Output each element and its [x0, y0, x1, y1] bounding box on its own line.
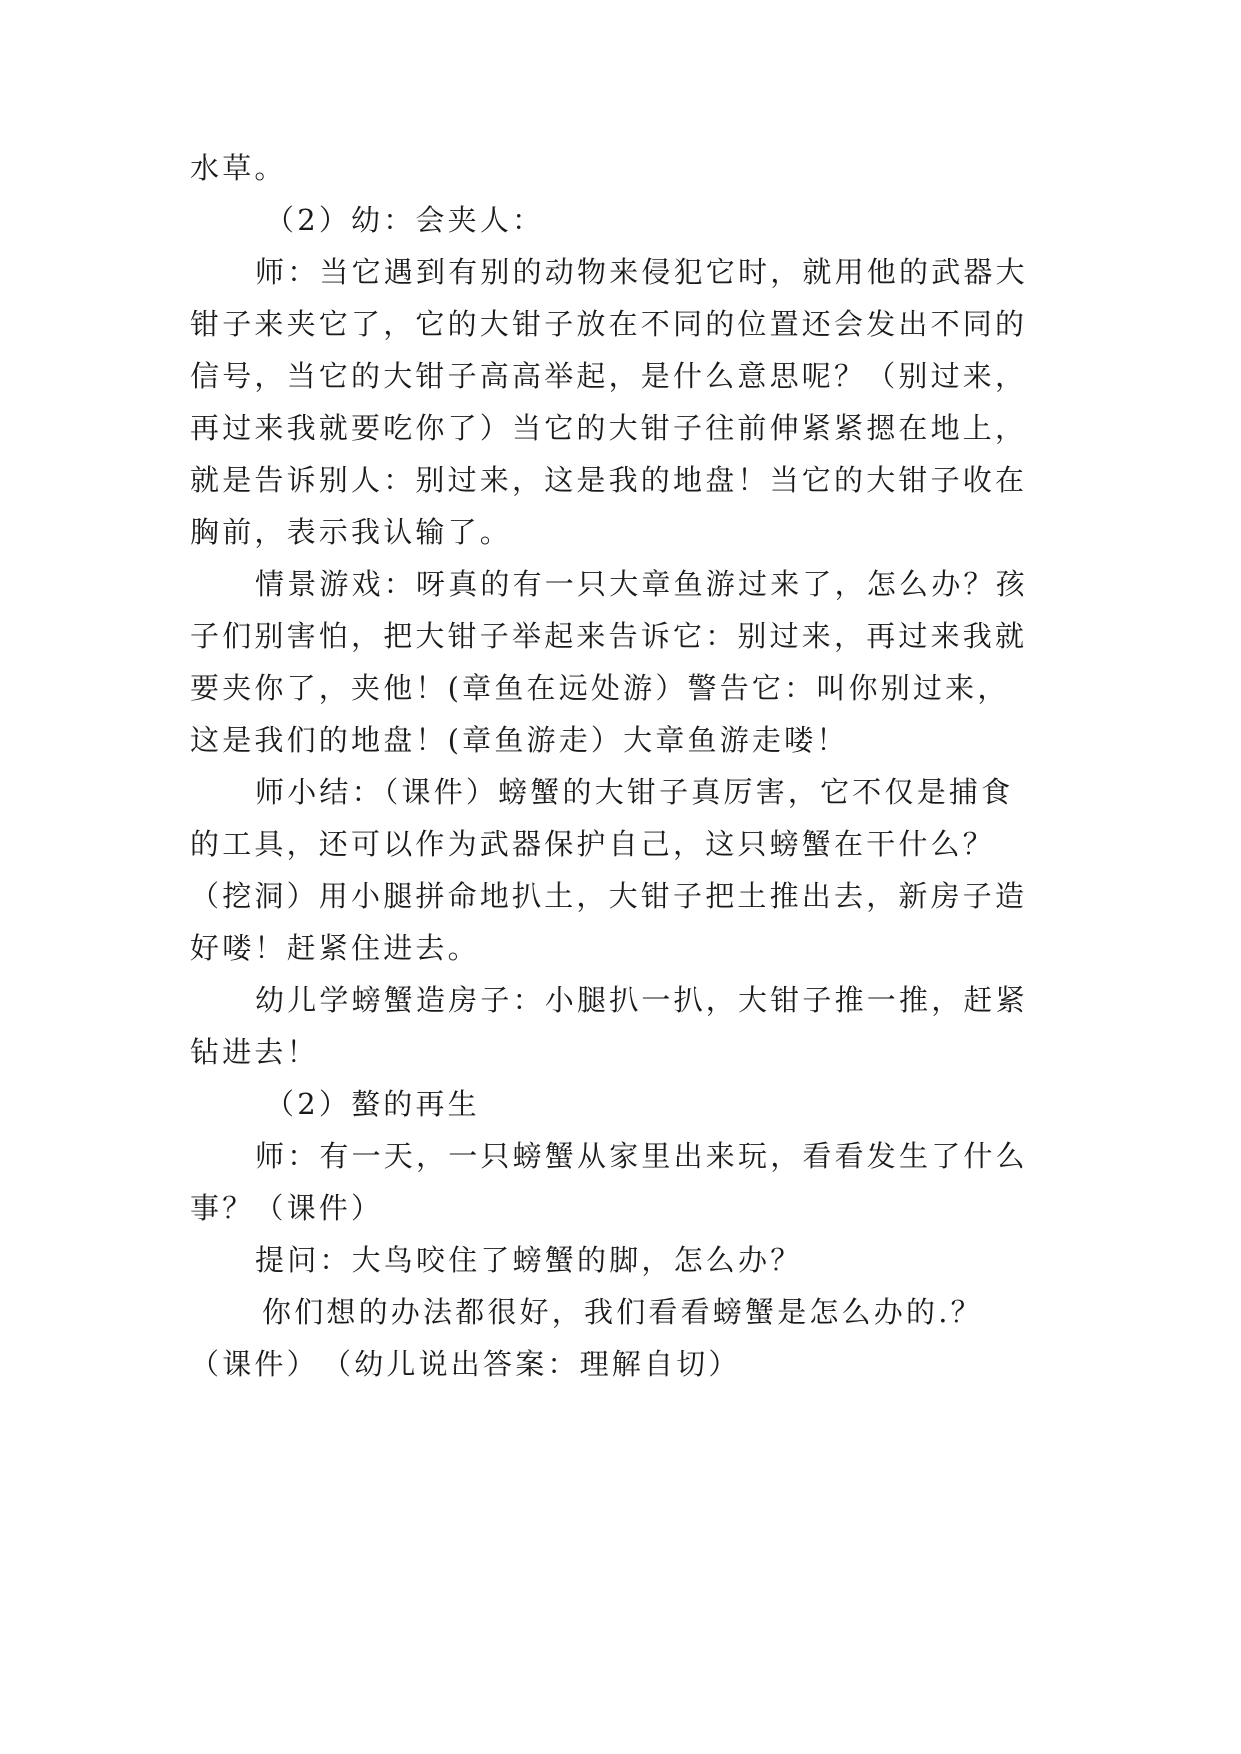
paragraph-first-line: 情景游戏：呀真的有一只大章鱼游过来了，怎么办？孩: [255, 567, 1028, 601]
text-line: 的工具，还可以作为武器保护自己，这只螃蟹在干什么？: [190, 827, 996, 861]
text-line: （课件） （幼儿说出答案：理解自切）: [190, 1347, 741, 1381]
text-line: 事？（课件）: [190, 1191, 384, 1225]
text-line: 再过来我就要吃你了）当它的大钳子往前伸紧紧摁在地上，: [190, 411, 1028, 445]
paragraph-first-line: 幼儿学螃蟹造房子：小腿扒一扒，大钳子推一推，赶紧: [255, 983, 1028, 1017]
text-line: 胸前，表示我认输了。: [190, 515, 513, 549]
text-line: 信号，当它的大钳子高高举起，是什么意思呢？（别过来，: [190, 359, 1028, 393]
paragraph-first-line: 师：有一天，一只螃蟹从家里出来玩，看看发生了什么: [255, 1139, 1028, 1173]
paragraph-first-line: 师：当它遇到有别的动物来侵犯它时，就用他的武器大: [255, 255, 1028, 289]
text-line: 这是我们的地盘！(章鱼游走）大章鱼游走喽！: [190, 723, 849, 757]
text-line: 就是告诉别人：别过来，这是我的地盘！当它的大钳子收在: [190, 463, 1028, 497]
text-line: （挖洞）用小腿拼命地扒土，大钳子把土推出去，新房子造: [190, 879, 1028, 913]
text-line: 要夹你了，夹他！(章鱼在远处游）警告它：叫你别过来，: [190, 671, 1010, 705]
text-line: 钳子来夹它了，它的大钳子放在不同的位置还会发出不同的: [190, 307, 1028, 341]
paragraph-first-line: 师小结：（课件）螃蟹的大钳子真厉害，它不仅是捕食: [255, 775, 1014, 809]
section-heading: （2）螯的再生: [265, 1087, 480, 1121]
text-line: 好喽！赶紧住进去。: [190, 931, 480, 965]
paragraph-first-line: 提问：大鸟咬住了螃蟹的脚，怎么办？: [255, 1243, 803, 1277]
section-heading: （2）幼：会夹人：: [265, 203, 545, 237]
paragraph-first-line: 你们想的办法都很好，我们看看螃蟹是怎么办的.？: [262, 1295, 983, 1329]
text-line: 钻进去！: [190, 1035, 319, 1069]
text-line: 水草。: [190, 151, 287, 185]
text-line: 子们别害怕，把大钳子举起来告诉它：别过来，再过来我就: [190, 619, 1028, 653]
